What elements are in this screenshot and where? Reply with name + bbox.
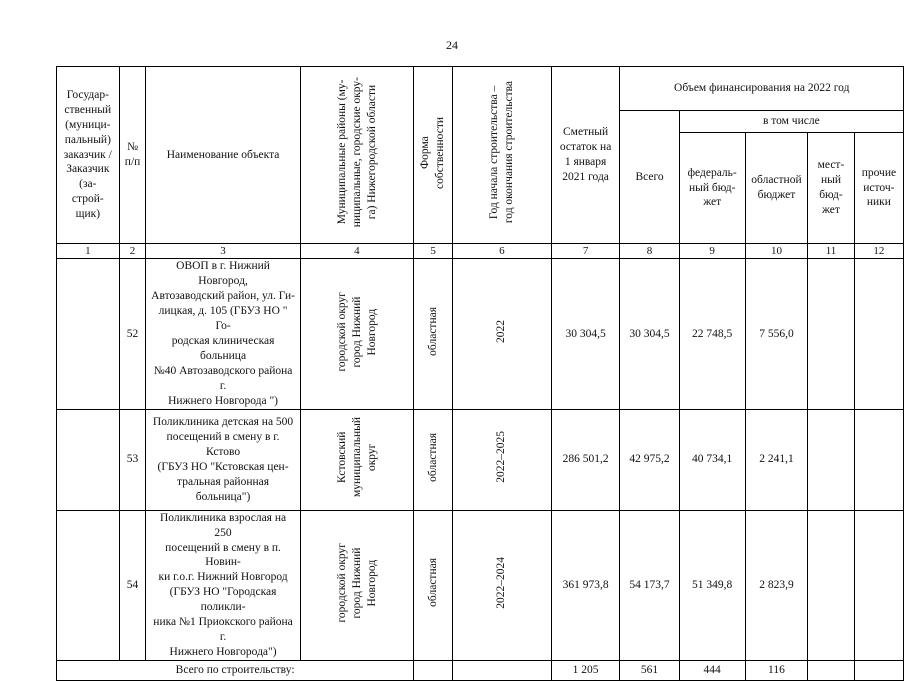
column-number: 11 [808,244,855,259]
cell-years [453,409,552,510]
cell-regional: 2 823,9 [745,510,807,660]
cell-years [453,510,552,660]
cell-total: 30 304,5 [620,259,679,409]
header-object-name: Наименование объекта [146,67,300,244]
cell-years-text: 2022 [495,320,508,344]
page-number: 24 [446,38,458,52]
cell-number: 52 [119,259,146,409]
header-regional: областной бюджет [745,133,807,244]
cell-years [453,259,552,409]
financing-table [56,66,904,681]
cell-federal: 22 748,5 [679,259,745,409]
column-number: 1 [57,244,120,259]
cell-ownership-text: областная [426,307,439,356]
column-number: 6 [453,244,552,259]
cell-district [300,259,414,409]
cell-total: 54 173,7 [620,510,679,660]
column-number: 5 [414,244,453,259]
cell-district [300,409,414,510]
cell-district-text: Кстовский муниципальный округ [335,417,378,498]
cell-local [808,259,855,409]
header-ownership [414,67,453,244]
cell-estimate: 361 973,8 [551,510,620,660]
totals-federal: 444 [679,661,745,681]
column-number: 2 [119,244,146,259]
header-estimate: Сметный остаток на 1 января 2021 года [551,67,620,244]
table-row [57,409,904,510]
cell-years-text: 2022–2024 [495,557,508,609]
totals-row [57,661,904,681]
cell-district-text: городской округ город Нижний Новгород [335,291,378,372]
cell-ownership [414,510,453,660]
totals-regional: 116 [745,661,807,681]
totals-total: 561 [620,661,679,681]
header-including: в том числе [679,111,903,133]
column-number: 10 [745,244,807,259]
header-total: Всего [620,111,679,244]
cell-federal: 51 349,8 [679,510,745,660]
cell-local [808,409,855,510]
cell-total: 42 975,2 [620,409,679,510]
header-local: мест- ный бюд- жет [808,133,855,244]
table-row [57,510,904,660]
header-federal: федераль- ный бюд- жет [679,133,745,244]
cell-estimate: 286 501,2 [551,409,620,510]
header-districts [300,67,414,244]
cell-regional: 7 556,0 [745,259,807,409]
totals-empty [854,661,903,681]
cell-object-name: Поликлиника детская на 500 посещений в смену в г. Кстово (ГБУЗ НО "Кстовская цен- тральная районная больница") [146,409,300,510]
cell-ownership-text: областная [426,558,439,608]
totals-empty [414,661,453,681]
column-number: 3 [146,244,300,259]
header-districts-text: Муниципальные районы (му- ниципальные, городские окру- га) Нижегородской области [335,77,378,228]
column-number: 8 [620,244,679,259]
totals-empty [808,661,855,681]
cell-federal: 40 734,1 [679,409,745,510]
cell-estimate: 30 304,5 [551,259,620,409]
cell-ownership [414,259,453,409]
cell-district-text: городской округ город Нижний Новгород [335,543,378,623]
cell-ownership [414,409,453,510]
column-number: 9 [679,244,745,259]
cell-number: 54 [119,510,146,660]
cell-ownership-text: областная [426,432,439,482]
cell-object-name: ОВОП в г. Нижний Новгород, Автозаводский район, ул. Ги- лицкая, д. 105 (ГБУЗ НО " Го- родская клиническая больница №40 Автозаводского района г. Нижнего Новгорода ") [146,259,300,409]
cell-customer [57,259,120,409]
cell-other [854,259,903,409]
header-funding: Объем финансирования на 2022 год [620,67,904,111]
table-row [57,259,904,409]
totals-empty [453,661,552,681]
cell-years-text: 2022–2025 [495,431,508,484]
cell-regional: 2 241,1 [745,409,807,510]
cell-district [300,510,414,660]
totals-label: Всего по строительству: [57,661,414,681]
column-number: 7 [551,244,620,259]
header-ownership-text: Форма собственности [419,116,447,189]
cell-object-name: Поликлиника взрослая на 250 посещений в смену в п. Новин- ки г.о.г. Нижний Новгород (ГБУЗ НО "Городская поликли- ника №1 Приокского района г. Нижнего Новгорода") [146,510,300,660]
cell-local [808,510,855,660]
header-number: № п/п [119,67,146,244]
totals-estimate: 1 205 [551,661,620,681]
cell-number: 53 [119,409,146,510]
column-number: 12 [854,244,903,259]
cell-customer [57,409,120,510]
cell-other [854,409,903,510]
column-number: 4 [300,244,414,259]
header-years-text: Год начала строительства – год окончания строительства [487,81,515,224]
cell-customer [57,510,120,660]
header-years [453,67,552,244]
header-other: прочие источ- ники [854,133,903,244]
cell-other [854,510,903,660]
header-customer: Государ- ственный (муници- пальный) заказчик / Заказчик (за- строй- щик) [57,67,120,244]
